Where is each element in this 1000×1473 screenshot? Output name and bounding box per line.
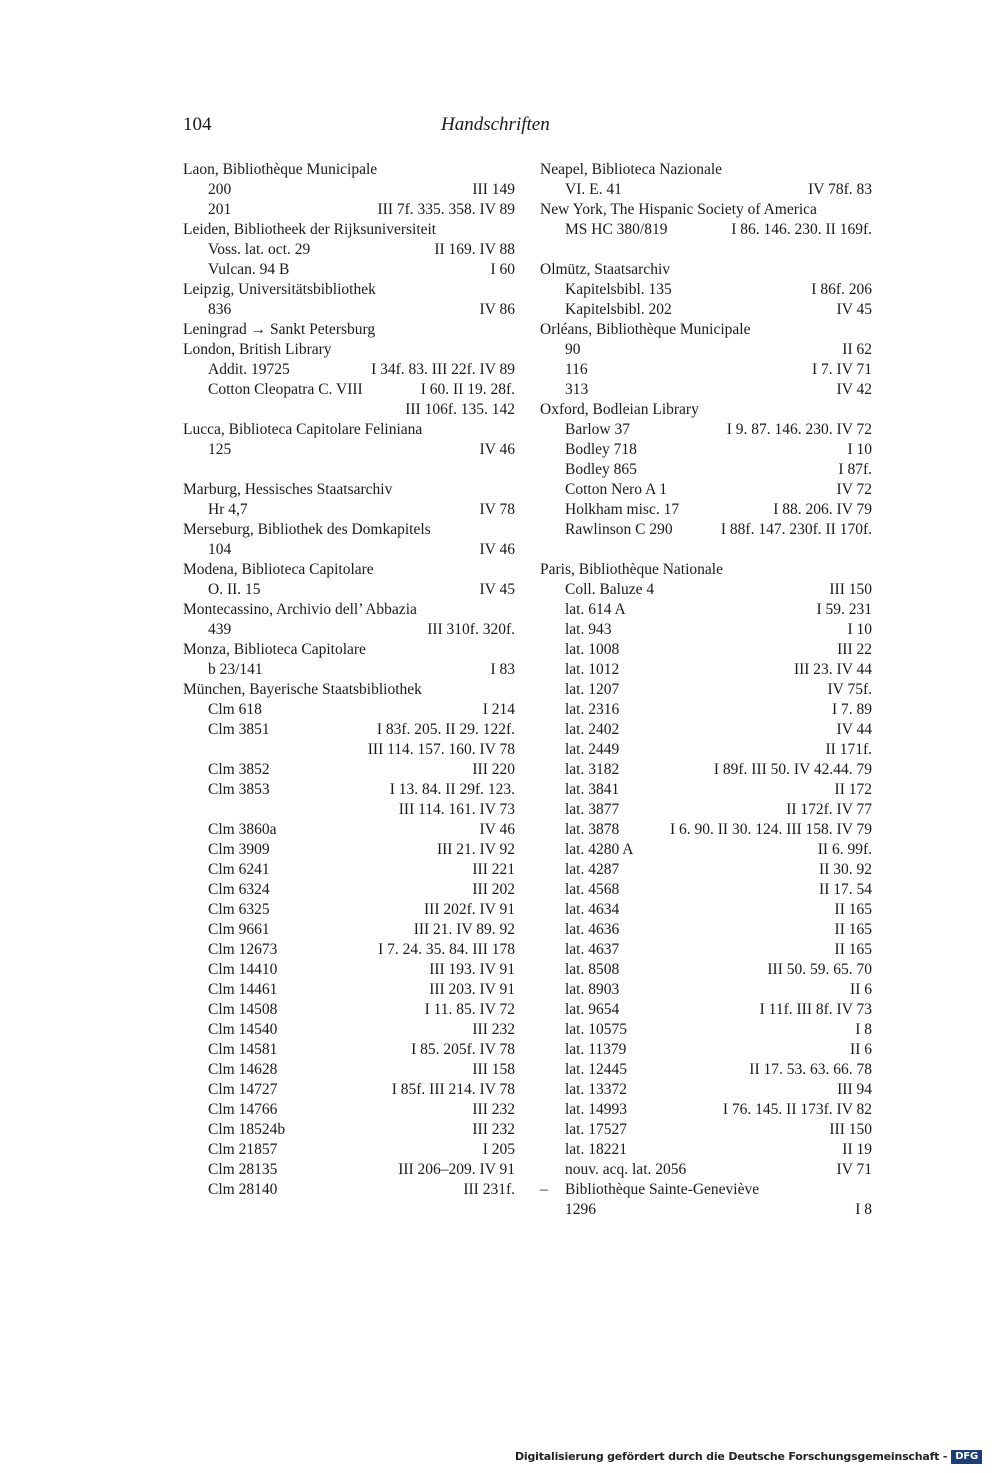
shelfmark: Clm 21857 xyxy=(208,1141,278,1158)
manuscript-entry xyxy=(183,940,515,960)
library-heading xyxy=(540,200,872,220)
shelfmark: lat. 11379 xyxy=(565,1041,627,1058)
page-reference: IV 45 xyxy=(836,301,872,318)
page-reference: I 10 xyxy=(847,621,872,638)
manuscript-entry xyxy=(540,920,872,940)
manuscript-entry xyxy=(540,180,872,200)
manuscript-entry xyxy=(183,180,515,200)
page-reference: I 60 xyxy=(490,261,515,278)
page-reference: IV 78f. 83 xyxy=(808,181,872,198)
manuscript-entry xyxy=(540,960,872,980)
page-reference: II 172f. IV 77 xyxy=(786,801,872,818)
page-reference: III 193. IV 91 xyxy=(429,961,515,978)
page-reference: I 13. 84. II 29f. 123. xyxy=(389,781,515,798)
shelfmark: Clm 3909 xyxy=(208,841,270,858)
manuscript-entry xyxy=(183,660,515,680)
page-reference: III 21. IV 92 xyxy=(436,841,515,858)
shelfmark: lat. 12445 xyxy=(565,1061,627,1078)
page-reference: I 76. 145. II 173f. IV 82 xyxy=(722,1101,872,1118)
blank-line xyxy=(540,540,872,560)
manuscript-entry xyxy=(540,720,872,740)
page-reference: IV 45 xyxy=(479,581,515,598)
library-name: Modena, Biblioteca Capitolare xyxy=(183,561,374,578)
reference-continuation xyxy=(183,800,515,820)
manuscript-entry xyxy=(183,900,515,920)
shelfmark: b 23/141 xyxy=(208,661,263,678)
manuscript-entry xyxy=(183,720,515,740)
manuscript-entry xyxy=(183,1020,515,1040)
manuscript-entry xyxy=(540,1060,872,1080)
shelfmark: Bodley 865 xyxy=(565,461,637,478)
library-name: Leipzig, Universitätsbibliothek xyxy=(183,281,376,298)
page-reference: I 88f. 147. 230f. II 170f. xyxy=(720,521,872,538)
library-heading xyxy=(183,680,515,700)
manuscript-entry xyxy=(540,940,872,960)
library-name: Leningrad → Sankt Petersburg xyxy=(183,321,376,338)
page-reference: II 6. 99f. xyxy=(817,841,872,858)
manuscript-entry xyxy=(540,340,872,360)
page-reference: I 83f. 205. II 29. 122f. xyxy=(376,721,515,738)
page-reference: I 7. 89 xyxy=(831,701,872,718)
manuscript-entry xyxy=(540,280,872,300)
shelfmark: Kapitelsbibl. 202 xyxy=(565,301,672,318)
page-reference: II 6 xyxy=(850,1041,872,1058)
shelfmark: Clm 9661 xyxy=(208,921,270,938)
manuscript-entry xyxy=(183,980,515,1000)
manuscript-entry xyxy=(540,440,872,460)
page-reference: II 6 xyxy=(850,981,872,998)
shelfmark: lat. 1012 xyxy=(565,661,620,678)
page-reference: I 85. 205f. IV 78 xyxy=(411,1041,515,1058)
page-reference: III 7f. 335. 358. IV 89 xyxy=(377,201,515,218)
page-reference: III 22 xyxy=(837,641,872,658)
library-name: Oxford, Bodleian Library xyxy=(540,401,699,418)
manuscript-entry xyxy=(183,240,515,260)
manuscript-entry xyxy=(183,300,515,320)
page-reference: I 34f. 83. III 22f. IV 89 xyxy=(371,361,515,378)
page-reference: III 149 xyxy=(472,181,515,198)
page-reference: II 169. IV 88 xyxy=(434,241,515,258)
manuscript-entry xyxy=(540,480,872,500)
shelfmark: Clm 14628 xyxy=(208,1061,278,1078)
manuscript-entry xyxy=(540,1120,872,1140)
shelfmark: Clm 14410 xyxy=(208,961,278,978)
library-heading xyxy=(183,220,515,240)
manuscript-entry xyxy=(540,460,872,480)
page-reference: III 114. 157. 160. IV 78 xyxy=(367,741,515,758)
page-reference: III 203. IV 91 xyxy=(429,981,515,998)
page-reference: II 17. 53. 63. 66. 78 xyxy=(749,1061,872,1078)
manuscript-entry xyxy=(183,1140,515,1160)
page-reference: I 6. 90. II 30. 124. III 158. IV 79 xyxy=(669,821,872,838)
shelfmark: lat. 10575 xyxy=(565,1021,627,1038)
page-reference: IV 71 xyxy=(836,1161,872,1178)
page-reference: III 106f. 135. 142 xyxy=(405,401,515,418)
manuscript-entry xyxy=(183,820,515,840)
manuscript-entry xyxy=(540,640,872,660)
manuscript-entry xyxy=(183,960,515,980)
manuscript-entry xyxy=(540,1040,872,1060)
shelfmark: nouv. acq. lat. 2056 xyxy=(565,1161,687,1178)
shelfmark: Clm 28135 xyxy=(208,1161,278,1178)
page-reference: IV 42 xyxy=(836,381,872,398)
page-reference: I 7. IV 71 xyxy=(812,361,872,378)
shelfmark: Cotton Cleopatra C. VIII xyxy=(208,381,363,398)
page-reference: III 232 xyxy=(472,1121,515,1138)
shelfmark: 439 xyxy=(208,621,232,638)
manuscript-entry xyxy=(540,500,872,520)
manuscript-entry xyxy=(183,840,515,860)
page-reference: III 50. 59. 65. 70 xyxy=(767,961,872,978)
shelfmark: lat. 13372 xyxy=(565,1081,627,1098)
page-reference: III 202f. IV 91 xyxy=(424,901,515,918)
shelfmark: lat. 14993 xyxy=(565,1101,627,1118)
shelfmark: Clm 18524b xyxy=(208,1121,286,1138)
library-name: Laon, Bibliothèque Municipale xyxy=(183,161,378,178)
library-heading xyxy=(183,640,515,660)
dash-mark: – xyxy=(540,1181,548,1198)
library-heading xyxy=(540,160,872,180)
page-reference: III 150 xyxy=(829,581,872,598)
shelfmark: Coll. Baluze 4 xyxy=(565,581,655,598)
library-heading xyxy=(540,260,872,280)
page-reference: I 7. 24. 35. 84. III 178 xyxy=(378,941,515,958)
page-reference: IV 86 xyxy=(479,301,515,318)
manuscript-entry xyxy=(183,260,515,280)
library-name: Merseburg, Bibliothek des Domkapitels xyxy=(183,521,431,538)
manuscript-entry xyxy=(183,920,515,940)
reference-continuation xyxy=(183,740,515,760)
shelfmark: 200 xyxy=(208,181,232,198)
index-column-left xyxy=(183,160,515,1200)
library-heading xyxy=(183,420,515,440)
shelfmark: Vulcan. 94 B xyxy=(208,261,290,278)
shelfmark: lat. 1207 xyxy=(565,681,620,698)
page-reference: II 17. 54 xyxy=(819,881,872,898)
library-heading xyxy=(183,560,515,580)
shelfmark: Clm 3851 xyxy=(208,721,270,738)
shelfmark: lat. 4636 xyxy=(565,921,620,938)
manuscript-entry xyxy=(540,600,872,620)
page-reference: I 86f. 206 xyxy=(811,281,872,298)
manuscript-entry xyxy=(540,980,872,1000)
library-heading xyxy=(183,340,515,360)
shelfmark: Bibliothèque Sainte-Geneviève xyxy=(565,1181,760,1198)
shelfmark: Clm 14581 xyxy=(208,1041,278,1058)
page-reference: IV 46 xyxy=(479,821,515,838)
shelfmark: lat. 4568 xyxy=(565,881,620,898)
page-reference: IV 78 xyxy=(479,501,515,518)
manuscript-entry xyxy=(183,500,515,520)
manuscript-entry xyxy=(183,760,515,780)
library-name: Olmütz, Staatsarchiv xyxy=(540,261,670,278)
shelfmark: lat. 2449 xyxy=(565,741,620,758)
manuscript-entry xyxy=(540,1160,872,1180)
shelfmark: lat. 18221 xyxy=(565,1141,627,1158)
shelfmark: lat. 4280 A xyxy=(565,841,634,858)
library-heading xyxy=(540,320,872,340)
library-heading xyxy=(183,280,515,300)
manuscript-entry xyxy=(183,1040,515,1060)
manuscript-entry xyxy=(540,900,872,920)
shelfmark: 104 xyxy=(208,541,232,558)
shelfmark: lat. 9654 xyxy=(565,1001,620,1018)
shelfmark: Voss. lat. oct. 29 xyxy=(208,241,311,258)
manuscript-entry xyxy=(183,440,515,460)
page-reference: II 30. 92 xyxy=(819,861,872,878)
shelfmark: Holkham misc. 17 xyxy=(565,501,680,518)
blank-line xyxy=(183,460,515,480)
page-reference: III 158 xyxy=(472,1061,515,1078)
shelfmark: 125 xyxy=(208,441,232,458)
shelfmark: lat. 4634 xyxy=(565,901,620,918)
manuscript-entry xyxy=(540,800,872,820)
shelfmark: 836 xyxy=(208,301,232,318)
manuscript-entry xyxy=(540,680,872,700)
shelfmark: 313 xyxy=(565,381,589,398)
manuscript-entry xyxy=(183,1060,515,1080)
running-title: Handschriften xyxy=(441,114,550,135)
index-column-right xyxy=(540,160,872,1220)
page-reference: II 165 xyxy=(834,921,872,938)
manuscript-entry xyxy=(183,1120,515,1140)
shelfmark: Clm 14461 xyxy=(208,981,278,998)
library-name: Lucca, Biblioteca Capitolare Feliniana xyxy=(183,421,423,438)
page-reference: IV 72 xyxy=(836,481,872,498)
manuscript-entry xyxy=(540,1100,872,1120)
manuscript-entry xyxy=(540,820,872,840)
page-reference: II 62 xyxy=(842,341,872,358)
page-reference: I 205 xyxy=(482,1141,515,1158)
shelfmark: Clm 618 xyxy=(208,701,262,718)
manuscript-entry xyxy=(540,760,872,780)
manuscript-entry xyxy=(540,620,872,640)
shelfmark: VI. E. 41 xyxy=(565,181,622,198)
manuscript-entry xyxy=(540,660,872,680)
page-reference: III 150 xyxy=(829,1121,872,1138)
manuscript-entry xyxy=(540,740,872,760)
manuscript-entry xyxy=(540,380,872,400)
shelfmark: lat. 4287 xyxy=(565,861,620,878)
page-reference: IV 75f. xyxy=(827,681,872,698)
page-reference: II 171f. xyxy=(825,741,872,758)
shelfmark: lat. 3182 xyxy=(565,761,620,778)
page-reference: III 114. 161. IV 73 xyxy=(398,801,515,818)
page-reference: III 206–209. IV 91 xyxy=(398,1161,515,1178)
library-name: Leiden, Bibliotheek der Rijksuniversiteit xyxy=(183,221,437,238)
page-reference: IV 46 xyxy=(479,441,515,458)
shelfmark: Kapitelsbibl. 135 xyxy=(565,281,672,298)
page-reference: II 19 xyxy=(842,1141,872,1158)
shelfmark: Addit. 19725 xyxy=(208,361,290,378)
shelfmark: Clm 6241 xyxy=(208,861,270,878)
shelfmark: lat. 3877 xyxy=(565,801,620,818)
shelfmark: lat. 2402 xyxy=(565,721,620,738)
manuscript-entry xyxy=(540,860,872,880)
shelfmark: Cotton Nero A 1 xyxy=(565,481,668,498)
shelfmark: Hr 4,7 xyxy=(208,501,248,518)
page-reference: I 8 xyxy=(855,1201,872,1218)
manuscript-entry xyxy=(183,540,515,560)
shelfmark: lat. 614 A xyxy=(565,601,626,618)
library-heading xyxy=(183,320,515,340)
digitization-footer xyxy=(515,1448,982,1466)
library-name: München, Bayerische Staatsbibliothek xyxy=(183,681,422,698)
manuscript-entry xyxy=(540,840,872,860)
manuscript-entry xyxy=(183,860,515,880)
shelfmark: Clm 14540 xyxy=(208,1021,278,1038)
manuscript-entry xyxy=(540,580,872,600)
reference-continuation xyxy=(183,400,515,420)
manuscript-entry xyxy=(540,880,872,900)
shelfmark: Clm 3860a xyxy=(208,821,277,838)
library-name: Neapel, Biblioteca Nazionale xyxy=(540,161,723,178)
page-reference: IV 44 xyxy=(836,721,872,738)
page-reference: II 165 xyxy=(834,941,872,958)
dfg-logo: DFG xyxy=(951,1450,982,1464)
library-name: Marburg, Hessisches Staatsarchiv xyxy=(183,481,393,498)
shelfmark: lat. 2316 xyxy=(565,701,620,718)
page-reference: I 11f. III 8f. IV 73 xyxy=(759,1001,872,1018)
page-reference: I 86. 146. 230. II 169f. xyxy=(731,221,872,238)
manuscript-entry xyxy=(183,1100,515,1120)
shelfmark: lat. 8903 xyxy=(565,981,620,998)
page-reference: II 165 xyxy=(834,901,872,918)
page-reference: I 11. 85. IV 72 xyxy=(424,1001,515,1018)
shelfmark: Clm 6324 xyxy=(208,881,270,898)
manuscript-entry xyxy=(540,420,872,440)
library-name: Montecassino, Archivio dell’ Abbazia xyxy=(183,601,417,618)
page-reference: III 221 xyxy=(472,861,515,878)
manuscript-entry xyxy=(183,1000,515,1020)
library-name: Orléans, Bibliothèque Municipale xyxy=(540,321,751,338)
manuscript-entry xyxy=(183,200,515,220)
page-reference: I 9. 87. 146. 230. IV 72 xyxy=(726,421,872,438)
page-reference: III 220 xyxy=(472,761,515,778)
library-heading xyxy=(540,560,872,580)
page-reference: III 232 xyxy=(472,1101,515,1118)
page-reference: III 202 xyxy=(472,881,515,898)
manuscript-entry xyxy=(540,780,872,800)
page-reference: I 10 xyxy=(847,441,872,458)
shelfmark: Rawlinson C 290 xyxy=(565,521,673,538)
shelfmark: Clm 14766 xyxy=(208,1101,278,1118)
page-reference: I 88. 206. IV 79 xyxy=(773,501,872,518)
library-name: London, British Library xyxy=(183,341,332,358)
manuscript-entry xyxy=(540,1180,872,1200)
shelfmark: O. II. 15 xyxy=(208,581,261,598)
manuscript-entry xyxy=(183,700,515,720)
library-name: New York, The Hispanic Society of America xyxy=(540,201,817,218)
page-reference: III 310f. 320f. xyxy=(427,621,515,638)
shelfmark: lat. 8508 xyxy=(565,961,620,978)
manuscript-entry xyxy=(540,700,872,720)
page-reference: III 23. IV 44 xyxy=(793,661,872,678)
manuscript-entry xyxy=(183,1160,515,1180)
manuscript-entry xyxy=(540,1000,872,1020)
manuscript-entry xyxy=(540,520,872,540)
shelfmark: lat. 943 xyxy=(565,621,612,638)
shelfmark: Clm 6325 xyxy=(208,901,270,918)
page-reference: I 214 xyxy=(482,701,515,718)
manuscript-entry xyxy=(183,1080,515,1100)
manuscript-entry xyxy=(183,380,515,400)
library-name: Paris, Bibliothèque Nationale xyxy=(540,561,723,578)
page-reference: I 85f. III 214. IV 78 xyxy=(391,1081,515,1098)
manuscript-entry xyxy=(183,780,515,800)
shelfmark: Clm 28140 xyxy=(208,1181,278,1198)
manuscript-entry xyxy=(540,1080,872,1100)
shelfmark: Clm 3852 xyxy=(208,761,270,778)
shelfmark: Clm 12673 xyxy=(208,941,278,958)
shelfmark: Clm 3853 xyxy=(208,781,270,798)
blank-line xyxy=(540,240,872,260)
library-heading xyxy=(540,400,872,420)
shelfmark: Barlow 37 xyxy=(565,421,631,438)
page-reference: I 60. II 19. 28f. xyxy=(420,381,515,398)
manuscript-entry xyxy=(540,1140,872,1160)
shelfmark: Clm 14508 xyxy=(208,1001,278,1018)
page-reference: I 83 xyxy=(490,661,515,678)
manuscript-entry xyxy=(183,360,515,380)
page-reference: II 172 xyxy=(834,781,872,798)
shelfmark: MS HC 380/819 xyxy=(565,221,668,238)
library-heading xyxy=(183,480,515,500)
shelfmark: 90 xyxy=(565,341,581,358)
manuscript-entry xyxy=(183,1180,515,1200)
manuscript-entry xyxy=(183,620,515,640)
shelfmark: lat. 3878 xyxy=(565,821,620,838)
shelfmark: Clm 14727 xyxy=(208,1081,278,1098)
manuscript-entry xyxy=(540,1020,872,1040)
page-reference: III 231f. xyxy=(463,1181,515,1198)
page-reference: III 94 xyxy=(837,1081,872,1098)
footer-text: Digitalisierung gefördert durch die Deutsche Forschungsgemeinschaft - xyxy=(514,1450,948,1463)
page-reference: I 8 xyxy=(855,1021,872,1038)
shelfmark: 1296 xyxy=(565,1201,596,1218)
page-reference: I 89f. III 50. IV 42.44. 79 xyxy=(713,761,872,778)
page-reference: III 232 xyxy=(472,1021,515,1038)
library-name: Monza, Biblioteca Capitolare xyxy=(183,641,366,658)
manuscript-entry xyxy=(540,360,872,380)
page-reference: I 59. 231 xyxy=(816,601,872,618)
library-heading xyxy=(183,160,515,180)
page-reference: IV 46 xyxy=(479,541,515,558)
library-heading xyxy=(183,600,515,620)
library-heading xyxy=(183,520,515,540)
manuscript-entry xyxy=(540,1200,872,1220)
manuscript-entry xyxy=(183,880,515,900)
shelfmark: Bodley 718 xyxy=(565,441,637,458)
page-reference: I 87f. xyxy=(838,461,872,478)
page-reference: III 21. IV 89. 92 xyxy=(413,921,515,938)
page-number: 104 xyxy=(183,114,212,135)
shelfmark: lat. 17527 xyxy=(565,1121,627,1138)
manuscript-entry xyxy=(540,300,872,320)
shelfmark: lat. 3841 xyxy=(565,781,620,798)
manuscript-entry xyxy=(540,220,872,240)
shelfmark: lat. 4637 xyxy=(565,941,620,958)
shelfmark: lat. 1008 xyxy=(565,641,620,658)
manuscript-entry xyxy=(183,580,515,600)
shelfmark: 116 xyxy=(565,361,588,378)
shelfmark: 201 xyxy=(208,201,232,218)
